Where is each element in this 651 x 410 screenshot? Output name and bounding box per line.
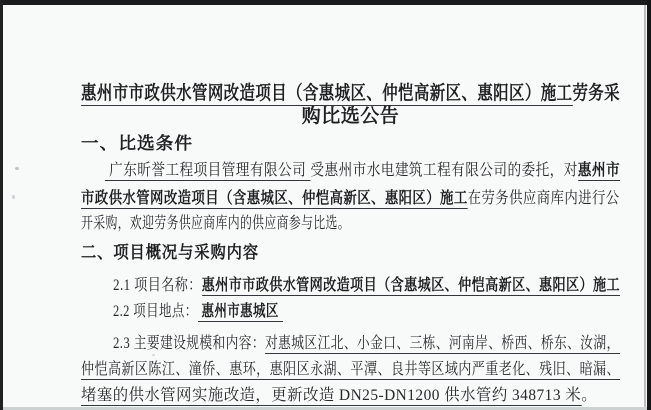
item-2-3-value-part2: 仲恺高新区陈江、潼侨、惠环，惠阳区永湖、平潭、良井等区域内严重老化、残旧、暗漏、 <box>81 361 621 378</box>
item-2-3 <box>113 334 620 354</box>
paragraph-line: 开采购，欢迎劳务供应商库内的供应商参与比选。 <box>81 215 351 232</box>
item-2-2 <box>113 302 283 322</box>
scan-speck <box>152 354 155 356</box>
item-2-1 <box>113 276 620 296</box>
title-underlined-part: 惠州市市政供水管网改造项目（含惠城区、仲恺高新区、惠阳区）施工 <box>81 83 573 104</box>
item-2-3-value-part1: 对惠城区江北、小金口、三栋、河南岸、桥西、桥东、汝湖， <box>265 335 620 352</box>
scan-speck <box>15 167 19 170</box>
item-2-1-value: 惠州市市政供水管网改造项目（含惠城区、仲恺高新区、惠阳区）施工 <box>201 277 621 294</box>
agency-name: 广东昕誉工程项目管理有限公司 <box>105 162 311 181</box>
section1-heading: 一、比选条件 <box>81 134 193 153</box>
paragraph-line <box>81 161 620 181</box>
scan-edge-right <box>647 0 651 410</box>
sentence-period: 。 <box>581 387 598 404</box>
item-2-2-value: 惠州市惠城区 <box>198 303 283 322</box>
item-2-3-continuation <box>81 360 620 380</box>
scan-line-right <box>644 5 646 410</box>
project-name-bold: 惠州市 <box>577 162 621 179</box>
title-tail: 劳务采 <box>572 83 621 104</box>
document-title-line2: 购比选公告 <box>301 106 400 127</box>
scan-edge-left <box>0 0 3 410</box>
document-title-line1 <box>81 82 620 105</box>
section2-heading: 二、项目概况与采购内容 <box>81 243 259 262</box>
item-2-3-continuation <box>81 386 597 406</box>
project-name-bold: 市政供水管网改造项目（含惠城区、仲恺高新区、惠阳区）施工 <box>81 190 468 207</box>
delegation-text: 受惠州市水电建筑工程有限公司的委托，对 <box>310 162 578 179</box>
item-2-1-label: 2.1 项目名称： <box>113 277 202 294</box>
paragraph-text: 在劳务供应商库内进行公 <box>467 190 620 207</box>
scan-edge-top <box>0 0 651 5</box>
item-2-2-label: 2.2 项目地点： <box>113 303 198 320</box>
scan-speck <box>12 195 15 199</box>
item-2-3-value-part3: 堵塞的供水管网实施改造，更新改造 DN25-DN1200 供水管约 348713 米 <box>81 387 582 404</box>
item-2-3-label: 2.3 主要建设规模和内容： <box>113 335 266 352</box>
paragraph-line <box>81 189 620 209</box>
